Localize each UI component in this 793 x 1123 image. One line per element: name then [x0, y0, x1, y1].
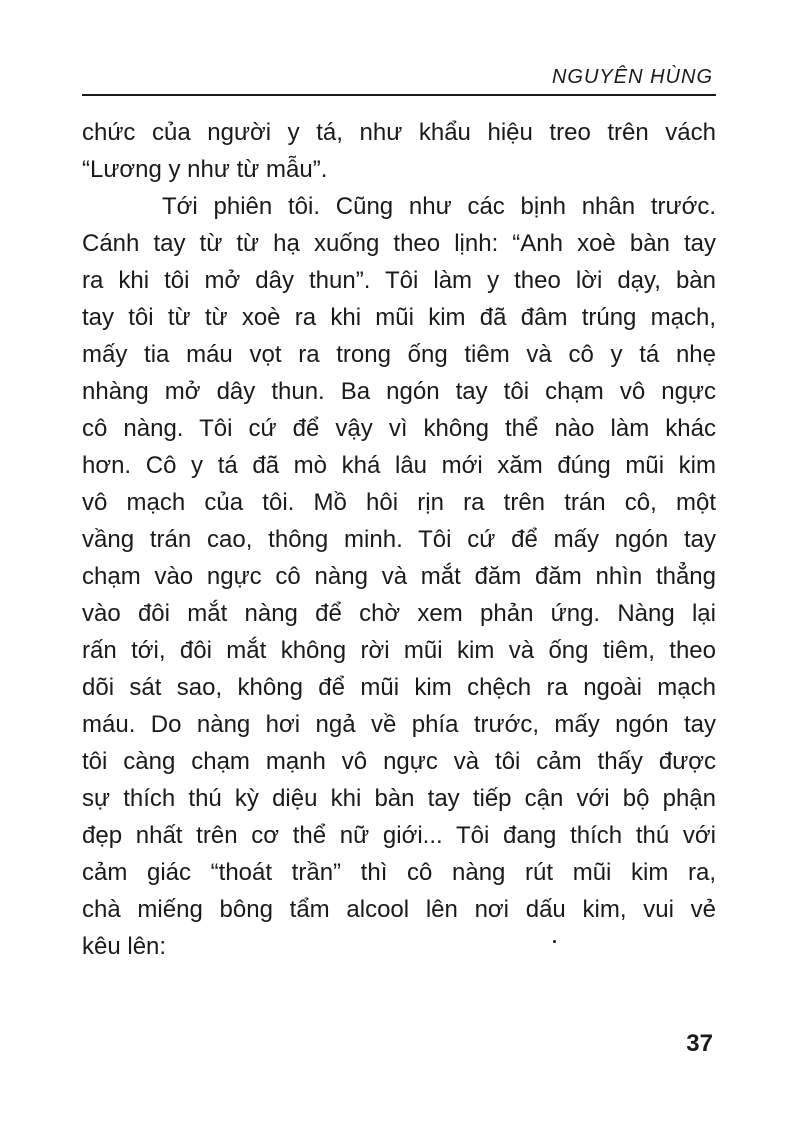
- text-line: mấy tia máu vọt ra trong ống tiêm và cô y tá nhẹ: [82, 341, 716, 368]
- body-text: [82, 114, 716, 965]
- text-line: chức của người y tá, như khẩu hiệu treo trên vách: [82, 119, 716, 146]
- running-head: NGUYÊN HÙNG: [551, 66, 713, 88]
- text-line: kêu lên:: [82, 933, 167, 960]
- text-line: rấn tới, đôi mắt không rời mũi kim và ống tiêm, theo: [82, 637, 716, 664]
- page-number: 37: [686, 1030, 713, 1057]
- text-line: vô mạch của tôi. Mồ hôi rịn ra trên trán cô, một: [82, 489, 716, 516]
- text-line: cô nàng. Tôi cứ để vậy vì không thể nào làm khác: [82, 415, 716, 442]
- print-speck: [553, 940, 556, 943]
- text-line: chạm vào ngực cô nàng và mắt đăm đăm nhìn thẳng: [82, 563, 716, 590]
- text-line: cảm giác “thoát trần” thì cô nàng rút mũi kim ra,: [82, 859, 716, 886]
- text-line: Cánh tay từ từ hạ xuống theo lịnh: “Anh xoè bàn tay: [82, 230, 716, 257]
- text-line: chà miếng bông tẩm alcool lên nơi dấu kim, vui vẻ: [82, 896, 716, 923]
- header-rule: [82, 94, 716, 96]
- text-line: vào đôi mắt nàng để chờ xem phản ứng. Nàng lại: [82, 600, 716, 627]
- text-line: tay tôi từ từ xoè ra khi mũi kim đã đâm trúng mạch,: [82, 304, 716, 331]
- text-line: dõi sát sao, không để mũi kim chệch ra ngoài mạch: [82, 674, 716, 701]
- text-line: sự thích thú kỳ diệu khi bàn tay tiếp cận với bộ phận: [82, 785, 716, 812]
- text-line: máu. Do nàng hơi ngả về phía trước, mấy ngón tay: [82, 711, 716, 738]
- text-line: vầng trán cao, thông minh. Tôi cứ để mấy ngón tay: [82, 526, 716, 553]
- text-line: hơn. Cô y tá đã mò khá lâu mới xăm đúng mũi kim: [82, 452, 716, 479]
- text-line: ra khi tôi mở dây thun”. Tôi làm y theo lời dạy, bàn: [82, 267, 716, 294]
- text-line: đẹp nhất trên cơ thể nữ giới... Tôi đang thích thú với: [82, 822, 716, 849]
- text-line: nhàng mở dây thun. Ba ngón tay tôi chạm vô ngực: [82, 378, 716, 405]
- text-line: Tới phiên tôi. Cũng như các bịnh nhân trước.: [162, 193, 716, 220]
- text-line: “Lương y như từ mẫu”.: [82, 156, 328, 183]
- text-line: tôi càng chạm mạnh vô ngực và tôi cảm thấy được: [82, 748, 716, 775]
